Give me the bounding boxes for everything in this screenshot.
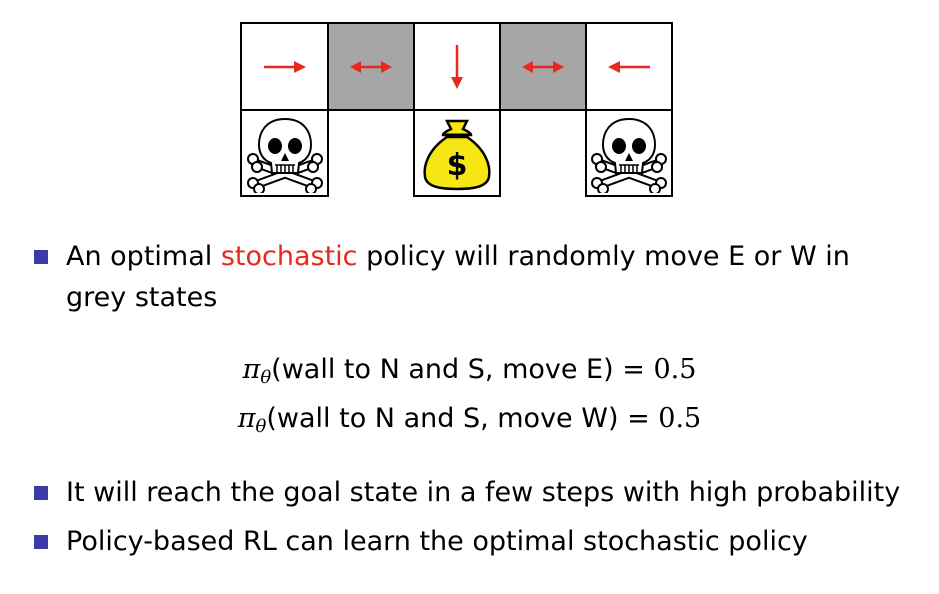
gridworld: [240, 22, 673, 197]
theta-subscript: θ: [255, 416, 267, 437]
arrow-left-right-icon: [348, 58, 394, 76]
formula-args: (wall to N and S, move W) =: [266, 403, 659, 434]
bullet-1-text: An optimal: [66, 241, 221, 272]
arrow-right-icon: [262, 58, 308, 76]
arrow-down-icon: [448, 43, 466, 91]
arrow-left-icon: [606, 58, 652, 76]
skull-crossbones-icon: [245, 113, 325, 193]
grid-cell-1: [240, 22, 329, 111]
bullet-square-icon: [34, 486, 48, 500]
grid-cell-5: [585, 22, 673, 111]
bullet-1-line-1: [66, 236, 850, 277]
skull-crossbones-icon: [589, 113, 669, 193]
money-bag-icon: [417, 113, 497, 193]
dollar-sign: $: [446, 148, 468, 183]
grid-cell-2-grey: [327, 22, 415, 111]
grid-cell-3: [413, 22, 501, 111]
grid-cell-skull-left: [240, 109, 329, 197]
formula-value: 0.5: [658, 403, 702, 434]
formula-move-w: [0, 399, 939, 447]
bullet-1-text-rest: policy will randomly move E or W in: [357, 241, 850, 272]
pi-symbol: π: [237, 403, 256, 434]
bullet-2: It will reach the goal state in a few steps with high probability: [66, 477, 901, 508]
formula-args: (wall to N and S, move E) =: [271, 354, 654, 385]
arrow-left-right-icon: [520, 58, 566, 76]
pi-symbol: π: [242, 354, 261, 385]
grid-cell-skull-right: [585, 109, 673, 197]
bullet-3: Policy-based RL can learn the optimal stochastic policy: [66, 526, 808, 557]
grid-cell-goal: [413, 109, 501, 197]
grid-cell-4-grey: [499, 22, 587, 111]
bullet-square-icon: [34, 535, 48, 549]
formula-move-e: [0, 350, 939, 398]
formula-value: 0.5: [653, 354, 697, 385]
highlight-stochastic: stochastic: [220, 241, 358, 272]
theta-subscript: θ: [260, 367, 272, 388]
bullet-1-line-2: grey states: [66, 282, 218, 313]
bullet-square-icon: [34, 250, 48, 264]
